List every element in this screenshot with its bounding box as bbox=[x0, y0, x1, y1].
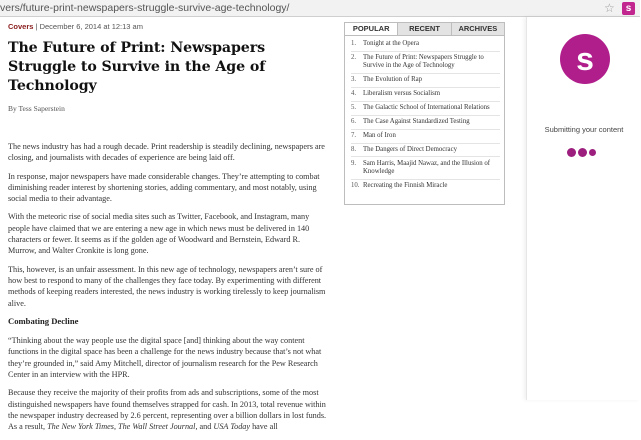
article-date: | December 6, 2014 at 12:13 am bbox=[35, 22, 143, 31]
extension-popup bbox=[526, 17, 640, 400]
item-number: 10. bbox=[351, 181, 360, 189]
url-text[interactable]: vers/future-print-newspapers-struggle-survive-age-technology/ bbox=[0, 2, 290, 14]
paragraph bbox=[8, 387, 330, 432]
item-number: 5. bbox=[351, 104, 357, 112]
list-item[interactable] bbox=[351, 130, 500, 144]
star-icon[interactable]: ☆ bbox=[604, 1, 615, 15]
byline: By Tess Saperstein bbox=[8, 104, 65, 113]
item-title[interactable]: The Dangers of Direct Democracy bbox=[363, 145, 457, 153]
list-item[interactable] bbox=[351, 38, 500, 52]
publication-name: USA Today bbox=[213, 422, 251, 432]
paragraph-tail: have all bbox=[250, 422, 278, 432]
item-title[interactable]: The Galactic School of International Relations bbox=[363, 104, 490, 112]
list-item[interactable] bbox=[351, 144, 500, 158]
item-number: 7. bbox=[351, 131, 357, 139]
item-number: 6. bbox=[351, 118, 357, 126]
list-item[interactable] bbox=[351, 74, 500, 88]
item-number: 9. bbox=[351, 159, 357, 167]
item-number: 2. bbox=[351, 54, 357, 62]
loading-dot bbox=[589, 149, 596, 156]
paragraph: The news industry has had a rough decade. Print readership is steadily declining, newspapers are closing, and journalists with decades of experience are being laid off. bbox=[8, 142, 325, 163]
list-item[interactable] bbox=[351, 102, 500, 116]
list-item[interactable] bbox=[351, 157, 500, 179]
article-meta bbox=[8, 22, 330, 31]
item-number: 4. bbox=[351, 90, 357, 98]
extension-icon[interactable]: s bbox=[622, 2, 635, 15]
logo-letter: s bbox=[576, 41, 594, 77]
item-title[interactable]: The Future of Print: Newspapers Struggle to Survive in the Age of Technology bbox=[363, 54, 484, 70]
item-title[interactable]: The Evolution of Rap bbox=[363, 76, 423, 84]
item-title[interactable]: The Case Against Standardized Testing bbox=[363, 118, 470, 126]
app-logo bbox=[560, 34, 610, 84]
separator: , bbox=[113, 422, 119, 432]
popular-list bbox=[345, 36, 504, 193]
publication-name: The New York Times bbox=[47, 422, 114, 432]
item-title[interactable]: Recreating the Finnish Miracle bbox=[363, 181, 448, 189]
article-title: The Future of Print: Newspapers Struggle to Survive in the Age of Technology bbox=[8, 40, 266, 94]
loading-indicator bbox=[567, 148, 601, 158]
paragraph: This, however, is an unfair assessment. In this new age of technology, newspapers aren’t sure of how best to respond to many of the challenges they face today. By experimenting with different methods of keeping readers interested, the news industry is working tirelessly to keep journalism alive. bbox=[8, 264, 326, 308]
tab-archives[interactable]: ARCHIVES bbox=[452, 23, 504, 35]
status-text: Submitting your content bbox=[544, 125, 624, 134]
paragraph: With the meteoric rise of social media sites such as Twitter, Facebook, and Instagram, many people have claimed that we are entering a new age in which news must be delivered in 140 characters or fewer. It seems as if the golden age of Woodward and Bernstein, Edward R. Murrow, and Walter Cronkite is long gone. bbox=[8, 212, 310, 256]
popular-posts-panel bbox=[344, 22, 505, 205]
list-item[interactable] bbox=[351, 88, 500, 102]
category-link[interactable]: Covers bbox=[8, 22, 34, 31]
tab-popular[interactable]: POPULAR bbox=[345, 23, 398, 35]
item-title[interactable]: Liberalism versus Socialism bbox=[363, 90, 441, 98]
paragraph-text: Because they receive the majority of their profits from ads and subscriptions, some of the most distinguished newspapers have found themselves strapped for cash. In 2013, total revenue within the newspaper industry decreased by 2.6 percent, representing over a billion dollars in lost funds. As a result, bbox=[8, 388, 327, 432]
list-item[interactable] bbox=[351, 52, 500, 74]
paragraph: In response, major newspapers have made considerable changes. They’re attempting to combat diminishing reader interest by shortening stories, adding commentary, and most notably, using social media to their advantage. bbox=[8, 171, 320, 204]
item-title[interactable]: Tonight at the Opera bbox=[363, 40, 419, 48]
subheading: Combating Decline bbox=[8, 315, 79, 326]
tab-recent[interactable]: RECENT bbox=[398, 23, 451, 35]
item-title[interactable]: Man of Iron bbox=[363, 131, 396, 139]
separator: , and bbox=[195, 422, 214, 432]
loading-dot bbox=[578, 148, 587, 157]
browser-address-bar[interactable] bbox=[0, 0, 640, 17]
item-number: 1. bbox=[351, 40, 357, 48]
publication-name: The Wall Street Journal bbox=[118, 422, 196, 432]
item-number: 8. bbox=[351, 145, 357, 153]
loading-dot bbox=[567, 148, 576, 157]
panel-tabs bbox=[345, 23, 504, 36]
list-item[interactable] bbox=[351, 116, 500, 130]
list-item[interactable] bbox=[351, 180, 500, 193]
article-body bbox=[8, 141, 330, 433]
item-title[interactable]: Sam Harris, Maajid Nawaz, and the Illusion of Knowledge bbox=[363, 159, 491, 176]
item-number: 3. bbox=[351, 76, 357, 84]
quote-paragraph: “Thinking about the way people use the digital space [and] thinking about the way content functions in the digital space has been a challenge for the news industry because that’s not what they’re grounded in,” said Amy Mitchell, director of journalism research for the Pew Research Center in an interview with the HPR. bbox=[8, 336, 322, 380]
article bbox=[8, 22, 330, 440]
